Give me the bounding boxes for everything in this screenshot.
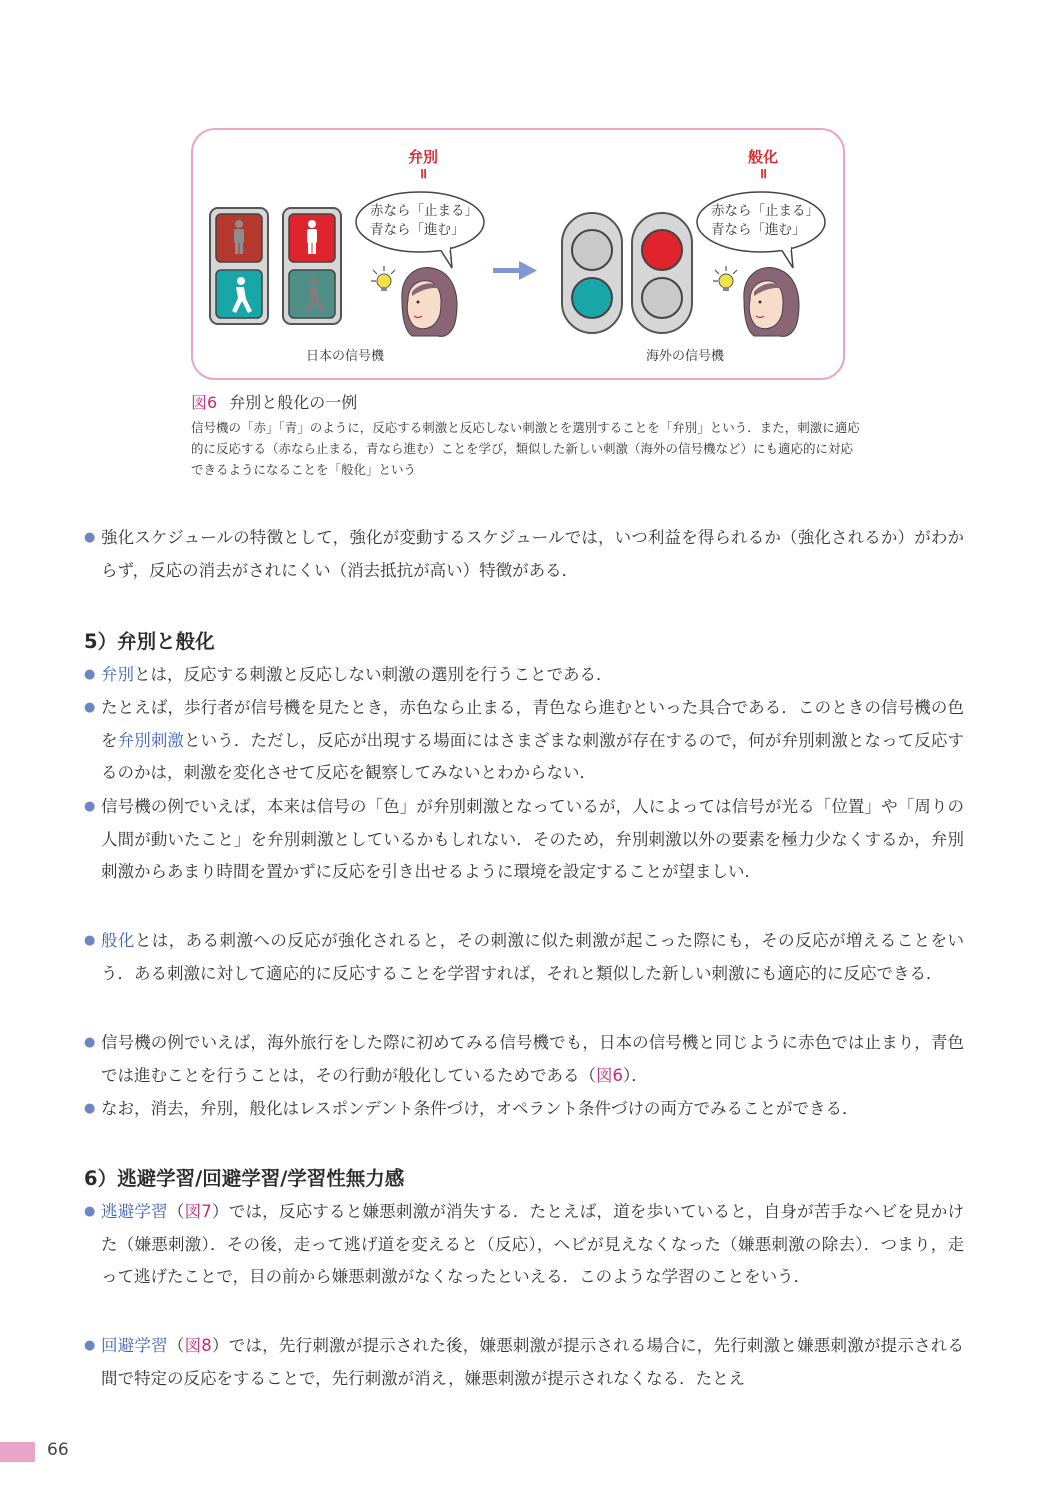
bubble-line: 赤なら「止まる」 — [370, 203, 478, 219]
figure-description: 信号機の「赤」「青」のように，反応する刺激と反応しない刺激とを選別することを「弁別」という．また，刺激に適応的に反応する（赤なら止まる，青なら進む）ことを学び，類似した新しい刺激（海外の信号機など）にも適応的に対応できるようになることを「般化」という — [191, 420, 860, 477]
bubble-left-text — [370, 202, 478, 240]
paragraph-text — [84, 925, 964, 990]
bubble-line: 青なら「進む」 — [711, 222, 806, 238]
paragraph-text — [84, 1027, 964, 1092]
figure-caption-title — [191, 390, 357, 413]
lightbulb-icon — [371, 266, 395, 291]
page-number: 66 — [47, 1440, 69, 1460]
paragraph-text: 強化スケジュールの特徴として，強化が変動するスケジュールでは，いつ利益を得られるか（強化されるか）がわからず，反応の消去がされにくい（消去抵抗が高い）特徴がある． — [101, 528, 964, 580]
bullet-icon: ● — [84, 1338, 96, 1353]
overseas-signal-1 — [562, 213, 622, 333]
bullet-icon: ● — [84, 933, 96, 948]
figure-number: 図6 — [191, 393, 218, 412]
bullet-traffic-example — [84, 692, 964, 790]
bullet-icon: ● — [84, 1204, 96, 1219]
paragraph-text: 信号機の例でいえば，本来は信号の「色」が弁別刺激となっているが，人によっては信号が光る「位置」や「周りの人間が動いたこと」を弁別刺激としているかもしれない．そのため，弁別刺激以外の要素を極力少なくするか，弁別刺激からあまり時間を置かずに反応を引き出せるように環境を設定することが望ましい． — [101, 797, 964, 881]
text-run: たとえば，歩行者が信号機を見たとき，赤色なら止まる，青色なら進むといった具合である．このときの信号機の色を — [101, 698, 964, 750]
text-run: （ — [167, 1336, 185, 1355]
arrow-right-icon — [493, 261, 537, 280]
paragraph-text — [84, 659, 964, 692]
bullet-schedule — [84, 522, 964, 587]
bullet-icon: ● — [84, 1035, 96, 1050]
figure-8-link[interactable]: 図8 — [184, 1336, 212, 1355]
text-run: （ — [167, 1202, 185, 1221]
bullet-icon: ● — [84, 530, 96, 545]
bullet-overseas-example — [84, 1027, 964, 1092]
section-heading-6: 6）逃避学習/回避学習/学習性無力感 — [84, 1167, 405, 1190]
page-tab-marker — [0, 1442, 35, 1462]
bullet-icon: ● — [84, 667, 96, 682]
text-run: 信号機の例でいえば，海外旅行をした際に初めてみる信号機でも，日本の信号機と同じように赤色では止まり，青色では進むことを行うことは，その行動が般化しているためである（ — [101, 1033, 964, 1085]
woman-face-icon — [402, 267, 457, 336]
paragraph-text — [84, 692, 964, 790]
equals-mark: ॥ — [758, 166, 768, 182]
label-japan-signal: 日本の信号機 — [306, 349, 385, 364]
bullet-both-conditioning — [84, 1093, 964, 1126]
woman-face-icon — [744, 267, 799, 336]
text-run: ）では，反応すると嫌悪刺激が消失する．たとえば，道を歩いていると，自身が苦手なヘビを見かけた（嫌悪刺激）．その後，走って逃げ道を変えると（反応），ヘビが見えなくなった（嫌悪刺激の除去）．つまり，走って逃げたことで，目の前から嫌悪刺激がなくなったといえる．このような学習のことをいう． — [101, 1202, 965, 1286]
lightbulb-icon — [713, 266, 737, 291]
text-run: という．ただし，反応が出現する場面にはさまざまな刺激が存在するので，何が弁別刺激となって反応するのかは，刺激を変化させて反応を観察してみないとわからない． — [101, 730, 965, 782]
label-overseas-signal: 海外の信号機 — [646, 349, 725, 364]
text-run: ）． — [623, 1065, 648, 1085]
keyword-discriminative-stimulus: 弁別刺激 — [117, 730, 185, 750]
text-run: とは，ある刺激への反応が強化されると，その刺激に似た刺激が起こった際にも，その反応が増えることをいう．ある刺激に対して適応的に反応することを学習すれば，それと類似した新しい刺激にも適応的に反応できる． — [101, 931, 964, 983]
bullet-icon: ● — [84, 1101, 96, 1116]
concept-label-generalization: 般化 — [747, 148, 778, 166]
text-run: とは，反応する刺激と反応しない刺激の選別を行うことである． — [134, 665, 613, 684]
paragraph-text: なお，消去，弁別，般化はレスポンデント条件づけ，オペラント条件づけの両方でみることができる． — [101, 1099, 859, 1118]
paragraph-text — [84, 1330, 964, 1395]
bullet-discrimination-def — [84, 659, 964, 692]
bullet-generalization-def — [84, 925, 964, 990]
keyword-escape-learning: 逃避学習 — [101, 1202, 168, 1221]
figure-6-link[interactable]: 図6 — [596, 1065, 623, 1085]
bubble-line: 青なら「進む」 — [370, 222, 465, 238]
text-run: ）では，先行刺激が提示された後，嫌悪刺激が提示される場合に，先行刺激と嫌悪刺激が提示される間で特定の反応をすることで，先行刺激が消え，嫌悪刺激が提示されなくなる．たとえ — [101, 1336, 965, 1388]
figure-title-text: 弁別と般化の一例 — [229, 393, 358, 412]
japan-signal-1 — [210, 208, 268, 324]
overseas-signal-2 — [632, 213, 692, 333]
bullet-signal-color — [84, 791, 964, 889]
bubble-line: 赤なら「止まる」 — [711, 203, 819, 219]
figure-6-illustration — [0, 0, 1063, 400]
paragraph-text — [84, 1196, 964, 1294]
keyword-discrimination: 弁別 — [101, 665, 134, 684]
bullet-icon: ● — [84, 799, 96, 814]
section-heading-5: 5）弁別と般化 — [84, 630, 215, 653]
bullet-icon: ● — [84, 700, 96, 715]
figure-7-link[interactable]: 図7 — [184, 1202, 212, 1221]
japan-signal-2 — [283, 208, 341, 324]
bullet-avoidance-learning — [84, 1330, 964, 1395]
keyword-avoidance-learning: 回避学習 — [101, 1336, 168, 1355]
keyword-generalization: 般化 — [101, 931, 135, 950]
equals-mark: ॥ — [418, 166, 428, 182]
bullet-escape-learning — [84, 1196, 964, 1294]
concept-label-discrimination: 弁別 — [407, 148, 438, 166]
bubble-right-text — [711, 202, 819, 240]
